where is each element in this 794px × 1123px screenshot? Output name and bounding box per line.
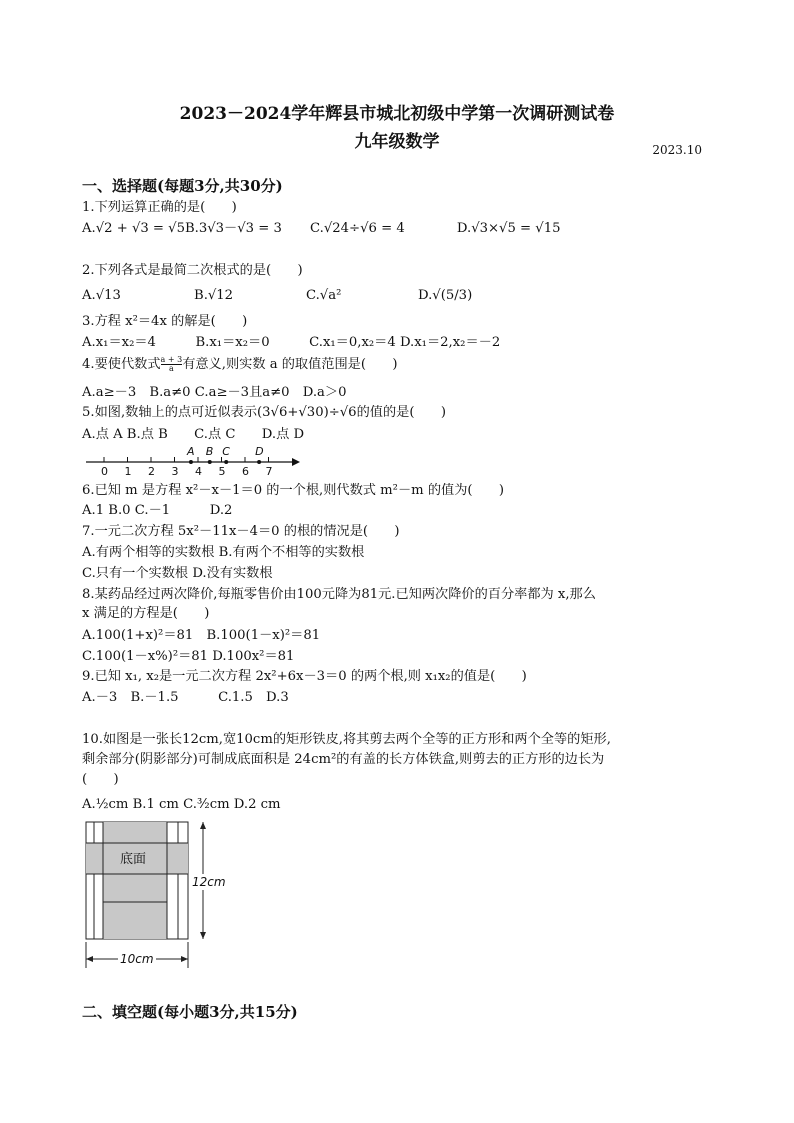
number-line-arrow bbox=[292, 458, 300, 466]
sheet-metal-figure bbox=[82, 818, 230, 970]
question-8-options-1: A.100(1+x)²＝81 B.100(1－x)²＝81 bbox=[82, 628, 321, 643]
question-6-stem: 6.已知 m 是方程 x²－x－1＝0 的一个根,则代数式 m²－m 的值为( ) bbox=[82, 483, 505, 498]
number-line-tick-label: 1 bbox=[124, 465, 132, 476]
number-line-tick-label: 6 bbox=[242, 465, 249, 476]
q4-fraction bbox=[161, 356, 183, 373]
q4-stem-end: 有意义,则实数 a 的取值范围是( ) bbox=[182, 357, 398, 372]
q1-option-a: A.√2 + √3 = √5 bbox=[82, 221, 185, 236]
exam-subtitle: 九年级数学 bbox=[354, 132, 440, 152]
height-arrow-bottom bbox=[200, 932, 206, 939]
question-10-options: A.½cm B.1 cm C.³⁄₂cm D.2 cm bbox=[82, 797, 281, 812]
q2-option-d: D.√(5/3) bbox=[418, 288, 473, 303]
height-arrow-top bbox=[200, 822, 206, 829]
q1-option-b: B.3√3－√3 = 3 bbox=[184, 221, 282, 236]
q1-option-d: D.√3×√5 = √15 bbox=[456, 221, 561, 236]
question-7-options-2: C.只有一个实数根 D.没有实数根 bbox=[82, 566, 273, 581]
number-line-point-label: D bbox=[255, 445, 264, 458]
question-2-stem: 2.下列各式是最简二次根式的是( ) bbox=[82, 263, 303, 278]
question-8-stem-2: x 满足的方程是( ) bbox=[82, 606, 210, 621]
number-line-point-d bbox=[257, 460, 261, 464]
q2-option-b: B.√12 bbox=[194, 288, 234, 303]
number-line-figure bbox=[84, 442, 304, 476]
question-3-options: A.x₁＝x₂＝4 B.x₁＝x₂＝0 C.x₁＝0,x₂＝4 D.x₁＝2,x₂＝－2 bbox=[82, 335, 501, 350]
number-line-tick-label: 4 bbox=[195, 465, 202, 476]
height-label: 12cm bbox=[192, 875, 226, 889]
q4-stem-start: 4.要使代数式 bbox=[82, 357, 161, 372]
question-7-stem: 7.一元二次方程 5x²－11x－4＝0 的根的情况是( ) bbox=[82, 524, 400, 539]
number-line-tick-label: 5 bbox=[218, 465, 226, 476]
question-5-stem: 5.如图,数轴上的点可近似表示(3√6+√30)÷√6的值的是( ) bbox=[82, 405, 446, 420]
number-line-point-label: C bbox=[222, 445, 230, 458]
number-line-tick-label: 2 bbox=[148, 465, 155, 476]
q4-fraction-denominator: a bbox=[168, 364, 174, 373]
question-10-stem-3: ( ) bbox=[82, 772, 119, 787]
section-2-heading: 二、填空题(每小题3分,共15分) bbox=[82, 1003, 298, 1021]
number-line-point-label: B bbox=[205, 445, 214, 458]
number-line-tick-label: 3 bbox=[171, 465, 179, 476]
exam-title: 2023－2024学年辉县市城北初级中学第一次调研测试卷 bbox=[179, 104, 615, 124]
number-line-tick-label: 0 bbox=[101, 465, 108, 476]
number-line-point-label: A bbox=[186, 445, 195, 458]
shaded-center-column bbox=[103, 822, 167, 939]
q1-option-c: C.√24÷√6 = 4 bbox=[310, 221, 405, 236]
question-10-stem-2: 剩余部分(阴影部分)可制成底面积是 24cm²的有盖的长方体铁盒,则剪去的正方形的边长为 bbox=[82, 752, 605, 767]
number-line-point-c bbox=[224, 460, 228, 464]
question-4-stem bbox=[82, 356, 398, 373]
question-10-stem-1: 10.如图是一张长12cm,宽10cm的矩形铁皮,将其剪去两个全等的正方形和两个全等的矩形, bbox=[82, 732, 611, 747]
question-1-stem: 1.下列运算正确的是( ) bbox=[82, 200, 237, 215]
width-arrow-left bbox=[86, 956, 93, 962]
exam-date: 2023.10 bbox=[652, 143, 702, 157]
question-6-options: A.1 B.0 C.－1 D.2 bbox=[82, 503, 233, 518]
question-7-options-1: A.有两个相等的实数根 B.有两个不相等的实数根 bbox=[82, 545, 365, 560]
q2-option-c: C.√a² bbox=[306, 288, 342, 303]
question-5-options: A.点 A B.点 B C.点 C D.点 D bbox=[82, 427, 305, 442]
question-3-stem: 3.方程 x²＝4x 的解是( ) bbox=[82, 314, 248, 329]
width-label: 10cm bbox=[120, 952, 154, 966]
q2-option-a: A.√13 bbox=[82, 288, 121, 303]
number-line-point-a bbox=[189, 460, 193, 464]
question-2-options bbox=[82, 287, 472, 304]
question-9-options: A.－3 B.－1.5 C.1.5 D.3 bbox=[82, 690, 289, 705]
question-9-stem: 9.已知 x₁, x₂是一元二次方程 2x²+6x－3＝0 的两个根,则 x₁x₂的值是( ) bbox=[82, 669, 527, 684]
question-4-options: A.a≥－3 B.a≠0 C.a≥－3且a≠0 D.a＞0 bbox=[82, 385, 347, 400]
q4-fraction-numerator: a + 3 bbox=[160, 355, 183, 364]
question-8-stem-1: 8.某药品经过两次降价,每瓶零售价由100元降为81元.已知两次降价的百分率都为 x,那么 bbox=[82, 587, 596, 602]
section-1-heading: 一、选择题(每题3分,共30分) bbox=[82, 177, 283, 195]
question-8-options-2: C.100(1－x%)²＝81 D.100x²＝81 bbox=[82, 649, 295, 664]
base-label: 底面 bbox=[120, 852, 147, 867]
number-line-point-b bbox=[208, 460, 212, 464]
question-1-options bbox=[82, 220, 560, 237]
number-line-tick-label: 7 bbox=[265, 465, 273, 476]
width-arrow-right bbox=[181, 956, 188, 962]
